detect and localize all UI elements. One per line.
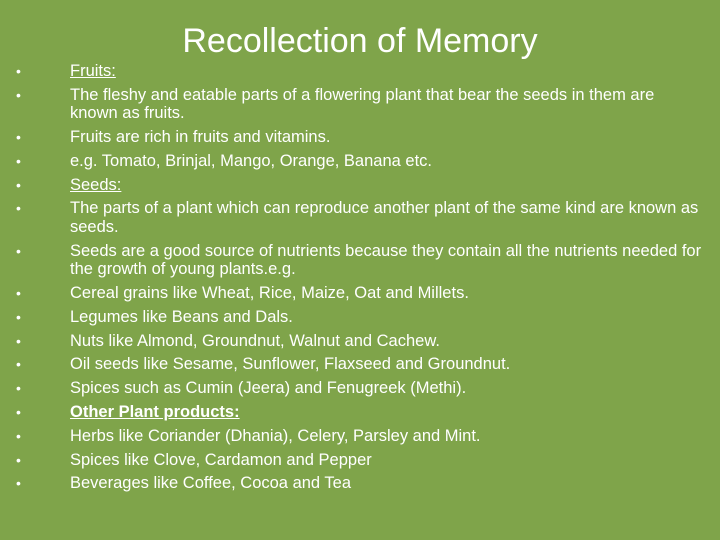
- bullet-text: e.g. Tomato, Brinjal, Mango, Orange, Banana etc.: [70, 151, 432, 170]
- bullet-item: [16, 284, 706, 303]
- bullet-dot-icon: •: [16, 427, 21, 444]
- bullet-item: [16, 355, 706, 374]
- bullet-dot-icon: •: [16, 356, 21, 373]
- bullet-item: [16, 379, 706, 398]
- bullet-dot-icon: •: [16, 285, 21, 302]
- bullet-item: [16, 128, 706, 147]
- bullet-item: [16, 176, 706, 195]
- bullet-text: Legumes like Beans and Dals.: [70, 307, 293, 326]
- bullet-dot-icon: •: [16, 129, 21, 146]
- bullet-item: [16, 332, 706, 351]
- bullet-dot-icon: •: [16, 176, 21, 193]
- bullet-item: [16, 474, 706, 493]
- bullet-dot-icon: •: [16, 380, 21, 397]
- section-heading: Fruits:: [70, 62, 116, 80]
- bullet-text: Seeds are a good source of nutrients because they contain all the nutrients needed for the growth of young plants.e.g.: [70, 241, 702, 279]
- bullet-item: [16, 451, 706, 470]
- bullet-dot-icon: •: [16, 152, 21, 169]
- section-heading: Other Plant products:: [70, 403, 240, 422]
- bullet-dot-icon: •: [16, 332, 21, 349]
- bullet-item: [16, 308, 706, 327]
- bullet-item: [16, 62, 706, 81]
- bullet-dot-icon: •: [16, 308, 21, 325]
- bullet-text: Spices like Clove, Cardamon and Pepper: [70, 450, 372, 469]
- bullet-text: Oil seeds like Sesame, Sunflower, Flaxseed and Groundnut.: [70, 355, 511, 374]
- bullet-item: [16, 242, 706, 279]
- bullet-item: [16, 199, 706, 236]
- bullet-item: [16, 86, 706, 123]
- bullet-item: [16, 403, 706, 422]
- bullet-dot-icon: •: [16, 200, 21, 217]
- bullet-item: [16, 427, 706, 446]
- bullet-text: Spices such as Cumin (Jeera) and Fenugreek (Methi).: [70, 379, 467, 398]
- bullet-text: Cereal grains like Wheat, Rice, Maize, Oat and Millets.: [70, 284, 469, 303]
- bullet-text: The parts of a plant which can reproduce another plant of the same kind are known as seeds.: [70, 199, 699, 236]
- bullet-dot-icon: •: [16, 242, 21, 259]
- bullet-dot-icon: •: [16, 475, 21, 492]
- bullet-dot-icon: •: [16, 404, 21, 421]
- bullet-text: The fleshy and eatable parts of a flowering plant that bear the seeds in them are known as fruits.: [70, 85, 655, 123]
- bullet-text: Herbs like Coriander (Dhania), Celery, Parsley and Mint.: [70, 426, 481, 445]
- bullet-dot-icon: •: [16, 63, 21, 79]
- bullet-item: [16, 152, 706, 171]
- bullet-dot-icon: •: [16, 451, 21, 468]
- section-heading: Seeds:: [70, 175, 122, 194]
- slide-title: Recollection of Memory: [182, 22, 538, 60]
- bullet-dot-icon: •: [16, 86, 21, 103]
- bullet-text: Nuts like Almond, Groundnut, Walnut and Cachew.: [70, 331, 440, 350]
- bullet-text: Beverages like Coffee, Cocoa and Tea: [70, 474, 351, 493]
- bullet-text: Fruits are rich in fruits and vitamins.: [70, 128, 331, 147]
- bullet-list: [16, 62, 706, 498]
